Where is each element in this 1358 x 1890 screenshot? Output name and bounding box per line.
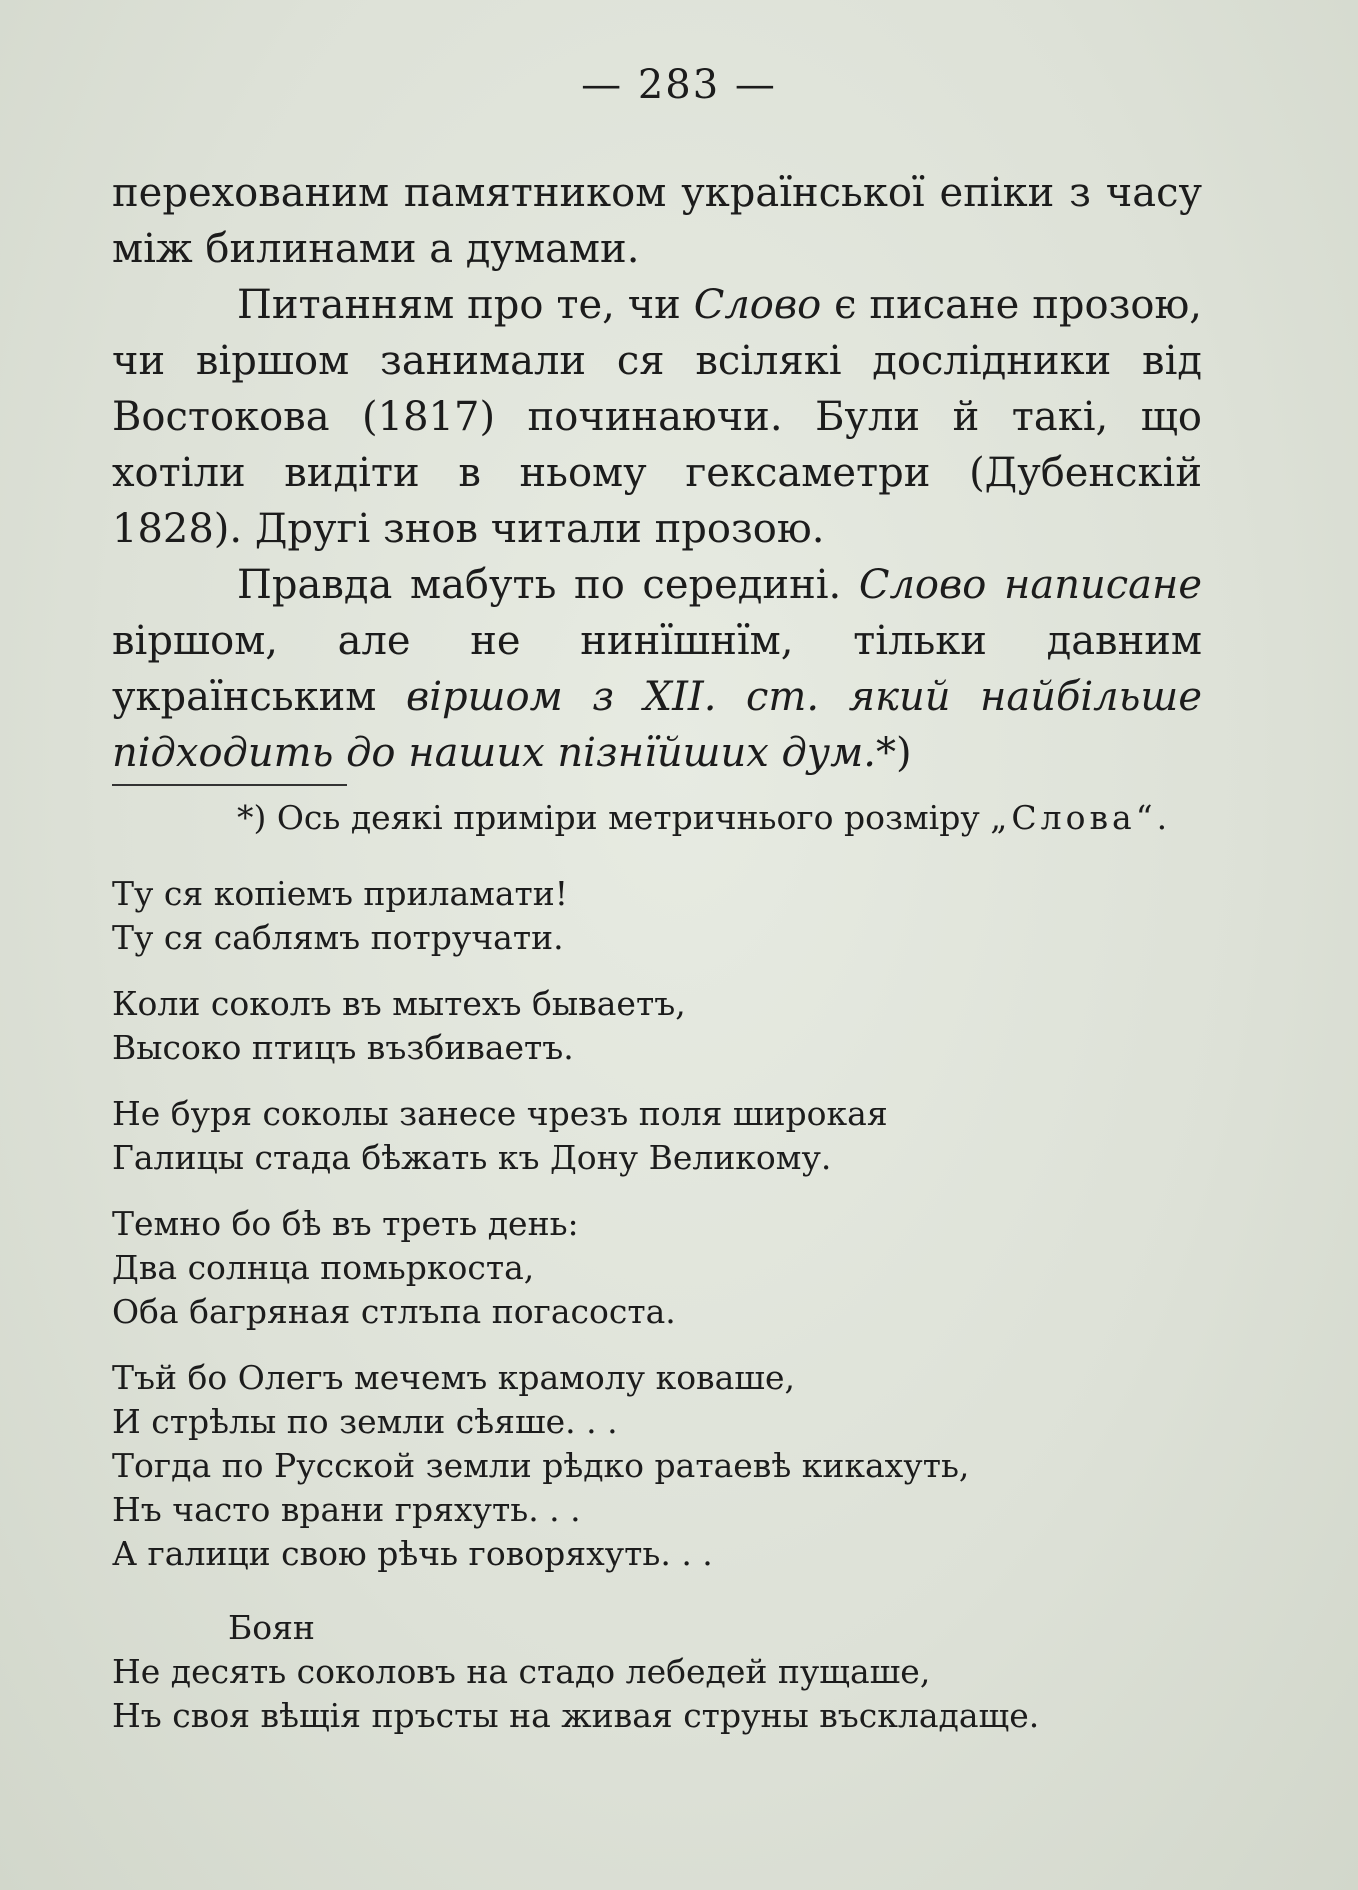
paragraph-3-start: Правда мабуть по середині. (237, 562, 859, 608)
footnote-divider (112, 784, 347, 786)
verse-line: И стрѣлы по земли сѣяше. . . (112, 1402, 618, 1441)
footnote-text: *) Ось деякі приміри метричнього розміру (237, 798, 980, 837)
stanza-3 (112, 1092, 1202, 1180)
verse-line: Галицы стада бѣжать къ Дону Великому. (112, 1138, 832, 1177)
verse-line: Нъ своя вѣщія пръсты на живая струны въскладаще. (112, 1696, 1040, 1735)
verse-line: Высоко птицъ възбиваетъ. (112, 1028, 574, 1067)
stanza-5 (112, 1356, 1202, 1576)
stanza-4 (112, 1202, 1202, 1334)
stanza-1 (112, 872, 1202, 960)
verse-line: Тогда по Русской земли рѣдко ратаевѣ кикахуть, (112, 1446, 970, 1485)
verse-line: Не десять соколовъ на стадо лебедей пущаше, (112, 1652, 931, 1691)
stanza-label-boyan: Боян (228, 1608, 315, 1647)
paragraph-2 (112, 277, 1202, 557)
verse-line: Оба багряная стлъпа погасоста. (112, 1292, 676, 1331)
verse-line: А галици свою рѣчь говоряхуть. . . (112, 1534, 713, 1573)
footnote-title: „Слова“. (990, 798, 1172, 837)
paragraph-2-start: Питанням про те, чи (237, 282, 694, 328)
main-text (112, 165, 1202, 781)
verse-line: Ту ся копіемъ приламати! (112, 874, 569, 913)
verse-line: Ту ся саблямъ потручати. (112, 918, 564, 957)
paragraph-1: перехованим памятником української епіки з часу між билинами а думами. (112, 170, 1202, 272)
footnote (112, 796, 1202, 1738)
italic-slovo: Слово (693, 282, 822, 328)
italic-slovo-napysane: Слово написане (858, 562, 1202, 608)
stanza-6 (112, 1606, 1202, 1738)
verse-line: Тъй бо Олегъ мечемъ крамолу коваше, (112, 1358, 796, 1397)
stanza-2 (112, 982, 1202, 1070)
verse-line: Темно бо бѣ въ треть день: (112, 1204, 579, 1243)
italic-virshom: віршом з XII. ст. який найбільше підходить до наших пізнїйших дум. (112, 674, 1202, 776)
paragraph-2-rest: є писане прозою, чи віршом занимали ся всілякі дослідники від Востокова (1817) починаючи. Були й такі, що хотіли видіти в ньому гексаметри (Дубенскій 1828). Другі знов читали прозою. (112, 282, 1203, 552)
verse-line: Нъ часто врани гряхуть. . . (112, 1490, 581, 1529)
footnote-intro (112, 796, 1202, 840)
verse-line: Коли соколъ въ мытехъ бываетъ, (112, 984, 686, 1023)
paragraph-3 (112, 557, 1202, 781)
paragraph-3-mid: віршом, але не нинїшнїм, тільки давним українським (112, 618, 1202, 720)
verse-line: Два солнца помьркоста, (112, 1248, 535, 1287)
page-number: — 283 — (581, 62, 777, 108)
footnote-marker: *) (875, 730, 912, 776)
verse-line: Не буря соколы занесе чрезъ поля широкая (112, 1094, 888, 1133)
